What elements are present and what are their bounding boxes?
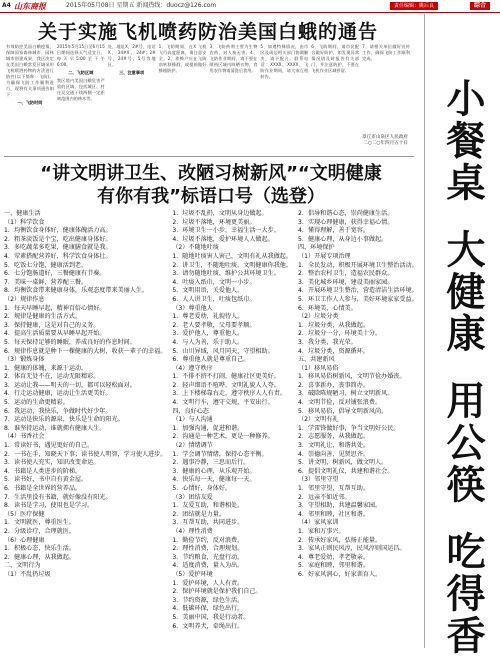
slogan-line: 2．理性消费，合理规划。	[172, 545, 244, 553]
slogan-line: 2．整治农村卫生，造福农民群众。	[298, 270, 394, 278]
slogan-line: 6．文明养犬，牵绳出行。	[172, 622, 244, 630]
notice-col: 3、飞防药剂主要为生物农药，对人畜无害。4、飞防作业期间，请不要在喷药区域内晾晒衣物，食用农作物请清洗后食用。	[209, 44, 258, 73]
slogan-line: 2．团结就是力量。	[172, 510, 225, 518]
slogan-line: 6．书籍是全世界的营养品。	[4, 485, 82, 492]
slogan-line: 一、健康生活	[4, 210, 41, 217]
slogan-line: 2．老人要孝敬，父母要孝顺。	[172, 321, 256, 329]
slogan-line: （3）尊重他人	[172, 304, 213, 312]
slogan-line: 1．友爱互助，和谐相处。	[172, 502, 244, 510]
slogan-line: 1．文明就医，尊重医生。	[4, 519, 75, 527]
slogan-line: 7．美味一桌鲜，营养配三餐。	[4, 278, 88, 286]
slogan-line: 1．全民发动，积极开展环境卫生整治活动。	[298, 261, 418, 269]
slogan-line: 5．山川异域，风月同天，守望相助。	[172, 347, 274, 355]
slogan-line: 2．远亲不如近邻。	[298, 493, 351, 501]
slogan-line: 5．每天保持足够的睡眠，养成良好的作息时间。	[4, 338, 136, 346]
slogan-line: 3．保持健康，这是对自己的义务。	[4, 321, 100, 329]
slogan-line: 1．爱护环境，人人有责。	[172, 579, 244, 587]
editor-label: 责任编辑：姚后良	[390, 2, 438, 10]
slogan-line: （5）爱护环境	[172, 570, 213, 578]
slogan-line: （4）理性消费	[172, 527, 213, 535]
slogan-line: 2．讲卫生，不随地吐痰，文明健康你我他。	[172, 261, 292, 269]
slogan-line: 二、文明行为	[4, 562, 41, 570]
notice-col: 有效防控美国白蛾疫情，保障国家森林城市、园林城市创建成果，我区决定在美国白蛾常发区域采用飞机喷洒药物的方法进行防控(以下简称：飞防)。为确保飞防工作顺利进行，现将有关事项通告如下： 一、飞防时间	[6, 44, 54, 105]
slogan-line: 4．低碳环保，绿色出行。	[172, 605, 244, 613]
page-number: A4	[2, 2, 11, 9]
vertical-phrase: 用公筷	[440, 380, 485, 506]
slogan-line: 5．美丽中国，我是行动者。	[172, 613, 250, 621]
slogan-line: 7．生活里没有书籍，就好像没有阳光。	[4, 493, 112, 501]
slogan-line: 5．讲文明，树新风，做文明人。	[298, 459, 388, 467]
slogan-line: （1）与人沟通	[172, 416, 213, 424]
slogan-line: （6）心理健康	[4, 536, 45, 544]
notice-col: 5、如遇特殊情况，由市区及周边相关部门协调解决，请予配合。联系电话：XXXX，XXXX，飞防作业期间，请大家互相转告。	[260, 44, 309, 79]
slogan-line: 5．移风易俗，倡导文明新风尚。	[298, 407, 388, 415]
slogan-line: 4．吐痰入纸巾，文明一小步。	[172, 278, 256, 286]
slogan-line: 4．邻里和睦，社区和谐。	[298, 510, 369, 518]
slogan-line: 3．破除陈规陋习，树立文明新风。	[298, 390, 394, 398]
notice-col: 6、飞防期间，请市民配合做好防护，如发现异常情况请及时报告有关部门，并注意防护，不要在飞机作业区域停留。	[311, 44, 360, 73]
slogan-line: 7．运动是快乐的源泉，快乐是生命的阳光。	[4, 416, 124, 424]
slogan-line: 1．不排不挤不打闹，健康社区更美好。	[172, 373, 280, 381]
slogan-line: 2．轻声细语不喧哗，文明礼貌人人夸。	[172, 381, 280, 389]
slogan-line: 6．提倡文明礼仪，共建和谐社会。	[298, 467, 394, 475]
slogan-line: 6．人人讲卫生，吐痰包纸巾。	[172, 295, 256, 303]
slogan-line: 6．尊重他人就是尊重自己。	[172, 356, 250, 364]
slogan-line: 4．快乐每一天，健康每一天。	[172, 476, 256, 484]
slogan-line: 2．垃圾不落地，环境更美丽。	[172, 218, 256, 226]
slogan-line: （3）锻炼身体	[4, 356, 45, 364]
slogan-line: 2．沟通是一种艺术，更是一种修养。	[172, 433, 274, 441]
slogan-line: 1．垃圾分类，从我做起。	[298, 321, 369, 329]
slogan-line: 4．与人为善，乐于助人。	[172, 338, 244, 346]
slogan-line: 2．遇事冷静，三思而后行。	[172, 459, 250, 467]
slogan-column-1	[4, 210, 166, 648]
slogan-line: 3．互帮互助，共同进步。	[172, 519, 244, 527]
slogan-line: （4）书香社会	[4, 433, 45, 441]
slogan-line: 3．上下楼梯靠右走，遵守秩序人人有责。	[172, 390, 286, 398]
slogan-line: 2．志愿服务，从我做起。	[298, 433, 369, 441]
slogan-line: （2）情绪调节	[172, 442, 213, 450]
slogan-line: 4．荤素搭配营养好，科学饮食身体壮。	[4, 252, 112, 260]
slogan-line: 1．积极心态，快乐生活。	[4, 545, 75, 553]
slogan-line: 8．读书是学习，使用也是学习。	[4, 502, 94, 510]
slogan-column-3	[298, 210, 418, 648]
slogan-line: 5．家庭和睦，邻里和谐。	[298, 562, 369, 570]
masthead: 山东商报	[14, 1, 46, 11]
divider	[4, 156, 414, 157]
slogan-line: 4．书籍是人类进步的阶梯。	[4, 467, 82, 475]
vertical-phrase: 吃得香	[440, 531, 485, 657]
slogan-line: 3．节约资源，绿色生活。	[172, 596, 244, 604]
slogan-line: 2．保护环境就是保护我们自己。	[172, 588, 262, 596]
slogan-line: 4．懂得理解，善于宽容。	[298, 227, 369, 235]
slogan-line: （4）遵守秩序	[172, 364, 213, 372]
slogan-line: 5．文明用语，关爱他人。	[172, 287, 244, 295]
slogan-line: 4．开展环境卫生整治，营造清洁生活环境。	[298, 287, 418, 295]
spacer	[430, 506, 494, 531]
slogan-line: 3．运动让我——明天的一切，都可以轻松面对。	[4, 381, 136, 389]
slogan-line: 4．适度消费，量入为出。	[172, 562, 244, 570]
slogan-line: 4．行走运动健康，运动让生活更美好。	[4, 390, 112, 398]
slogan-line: 2．健康心理，从我做起。	[4, 553, 75, 561]
slogan-line: 3．文明礼让，和谐共处。	[298, 442, 369, 450]
slogan-line: 4．尊老爱幼，孝老敬亲。	[298, 553, 369, 561]
slogan-line: 8．谁坚持运动，谁就拥有健康人生。	[4, 424, 106, 432]
spacer	[430, 355, 494, 380]
page-header	[0, 0, 500, 13]
slogan-line: （2）文明有礼	[298, 416, 339, 424]
slogan-line: 4．垃圾分类，资源循环。	[298, 347, 369, 355]
slogan-line: 1．家和万事兴。	[298, 527, 345, 535]
slogan-line: （5）医疗保健	[4, 510, 45, 518]
slogan-line: 2．分级诊疗，合理就医。	[4, 527, 75, 535]
slogan-line: 1．加强沟通，促进和谐。	[172, 424, 244, 432]
slogan-line: （3）团结友爱	[172, 493, 213, 501]
vertical-slogan	[430, 78, 494, 657]
slogan-line: 3．读书使人充实，知识改变命运。	[4, 459, 100, 467]
slogan-line: （2）不随地吐痰	[172, 244, 219, 252]
vertical-phrase: 小餐桌	[440, 78, 485, 204]
notice-col: 2015年5月15日至6月15日期间选择天气适宜日，每天早5:00至下午6:00。 二、飞防区域 我区境内美国白蛾危害严重的区域，包括城区、村庄及交通干线两侧一定距离范围内的林木等。	[56, 44, 105, 101]
slogan-line: 1．健康的体魄，来源于运动。	[4, 364, 88, 372]
slogan-line: 5．心情好，身体好。	[172, 485, 232, 492]
slogan-line: 3．美化城乡环境，建设美丽家园。	[298, 278, 394, 286]
slogan-line: 4．垃圾不落地，爱护环境人人做起。	[172, 235, 274, 243]
section-label: 综合	[470, 2, 490, 10]
slogan-line: 2．喜事新办，丧事简办。	[298, 381, 369, 389]
slogan-line: 6．环境美，心情美。	[298, 304, 357, 312]
slogan-line: 6．七分饱肠道好，三餐健康有节奏。	[4, 270, 106, 278]
slogan-line: 4．提高生活质量要从早睡早起开始。	[4, 330, 106, 338]
slogan-line: 四、环境保护	[298, 244, 335, 252]
slogan-line: 6．规律作息就是种下一棵健康的大树，收获一辈子的幸福。	[4, 347, 167, 355]
slogan-line: 3．实现心理健康，获得幸福心情。	[298, 218, 394, 226]
slogan-line: 6．好家风润心，好家训育人。	[298, 570, 382, 578]
slogan-line: 1．常读好书，遇见更好的自己。	[4, 442, 94, 450]
slogan-line: （1）移风易俗	[298, 364, 339, 372]
slogan-line: 3．健康的心理，从乐观开始。	[172, 467, 256, 475]
slogan-line: （1）科学饮食	[4, 218, 45, 226]
slogan-line: 3．请勿随地吐痰，维护公共环境卫生。	[172, 270, 280, 278]
notice-col: 7、请相关单位做好宣传工作，确保飞防工作顺利完成。	[362, 44, 410, 61]
slogan-title: “讲文明讲卫生、改陋习树新风”“文明健康 有你有我”标语口号（选登）	[40, 163, 382, 207]
slogan-line: 2．倡导和谐心态，崇尚健康生活。	[298, 210, 394, 217]
slogan-line: 5．运动的生命更精彩。	[4, 399, 69, 407]
slogan-line: 1．随地吐痰害人害己，文明有礼从我做起。	[172, 252, 292, 260]
slogan-line: 6．我运动，我快乐，争做时代好少年。	[4, 407, 112, 415]
slogan-line: 4．文明行车，遵守交规，平安出行。	[172, 399, 274, 407]
vertical-phrase: 大健康	[440, 229, 485, 355]
slogan-line: （2）规律作息	[4, 295, 45, 303]
spacer	[430, 204, 494, 229]
slogan-line: 五、共建新风	[298, 356, 335, 364]
column-divider	[424, 14, 425, 648]
slogan-line: 2．一书在手，知晓天下事；读书使人明智，学习使人进步。	[4, 450, 167, 458]
slogan-line: 1．垃圾不乱扔，文明从身边做起。	[172, 210, 268, 217]
notice-signature: 章丘市山泉区人民政府 二○二○年四月五十日	[362, 135, 408, 146]
slogan-line: 3．环境卫生一小步，幸福生活一大步。	[172, 227, 280, 235]
slogan-line: 2．体育无处不在，运动无限精彩。	[4, 373, 100, 381]
slogan-line: 4．文明节俭，反对铺张浪费。	[298, 399, 382, 407]
slogan-line: 1．学雷锋做好事，争当文明好公民。	[298, 424, 400, 432]
slogan-line: 5．健康心理，从身边小事做起。	[298, 235, 388, 243]
slogan-line: 四、良好心态	[172, 407, 209, 415]
slogan-line: 5．环卫工作人人参与，美好环境家家受益。	[298, 295, 418, 303]
slogan-line: 3．守望相助，共建温馨家园。	[298, 502, 382, 510]
slogan-line: 2．规律是健康的生活方式。	[4, 313, 82, 321]
slogan-line: 3．我分类，我光荣。	[298, 338, 357, 346]
slogan-line: （1）开展专项治理	[298, 252, 351, 260]
slogan-line: （1）不乱扔垃圾	[4, 570, 51, 578]
slogan-line: 2．粗茶淡饭是个宝，吃出健康身体好。	[4, 235, 112, 243]
slogan-line: 1．移风易俗树新风，文明节俭办婚丧。	[298, 373, 406, 381]
slogan-line: （2）垃圾分类	[298, 313, 339, 321]
slogan-line: 1．勤俭节约，反对浪费。	[172, 536, 244, 544]
notice-col: 1、飞防期间，在X 飞机飞行高度距离，请注意安全。2、养蜂户应在飞防前转移蜂群，或提前做好蜂箱防护。	[158, 44, 207, 73]
slogan-line: 8．均衡饮食带来健康身体，乐观态度带来美丽人生。	[4, 287, 149, 295]
slogan-column-2	[172, 210, 292, 648]
slogan-line: 3．家风正则民风淳，民风淳则国运昌。	[298, 545, 406, 553]
slogan-line: 1．尊老爱幼，礼貌待人。	[172, 313, 244, 321]
slogan-line: （3）邻里守望	[298, 476, 339, 484]
slogan-body	[4, 210, 416, 648]
slogan-line: 2．垃圾分一分，环境美十分。	[298, 330, 382, 338]
slogan-line: 5．读书好，书中自有黄金屋。	[4, 476, 88, 484]
date-line: 2015年05月08日 星期五 新闻热线：duocz@126.com	[66, 2, 217, 9]
notice-title: 关于实施飞机喷药防治美国白蛾的通告	[37, 21, 378, 43]
slogan-line: 3．多吃蔬菜多吃果，健康膳食就是我。	[4, 244, 112, 252]
slogan-line: 1．邻里守望，互帮互助。	[298, 485, 369, 492]
slogan-line: 1．每天早睡早起，精神百倍心情好。	[4, 304, 106, 312]
slogan-line: 3．爱护他人，尊重他人。	[172, 330, 244, 338]
slogan-line: 1．学会调节情绪，保持心态平衡。	[172, 450, 268, 458]
slogan-line: 3．节约粮食，光盘行动。	[172, 553, 244, 561]
slogan-line: 2．传承好家风，弘扬正能量。	[298, 536, 382, 544]
slogan-line: 5．吃饭七分饱，健康活到老。	[4, 261, 88, 269]
slogan-line: 4．崇德向善，见贤思齐。	[298, 450, 369, 458]
notice-col: 处，地址X，2#号，电话X，34#X，24#；2#号，24#号，5号等地区。 三、注意事项	[107, 44, 156, 75]
slogan-line: 1．均衡饮食身体好，健康体魄活力高。	[4, 227, 112, 235]
slogan-line: （4）家风家训	[298, 519, 339, 527]
